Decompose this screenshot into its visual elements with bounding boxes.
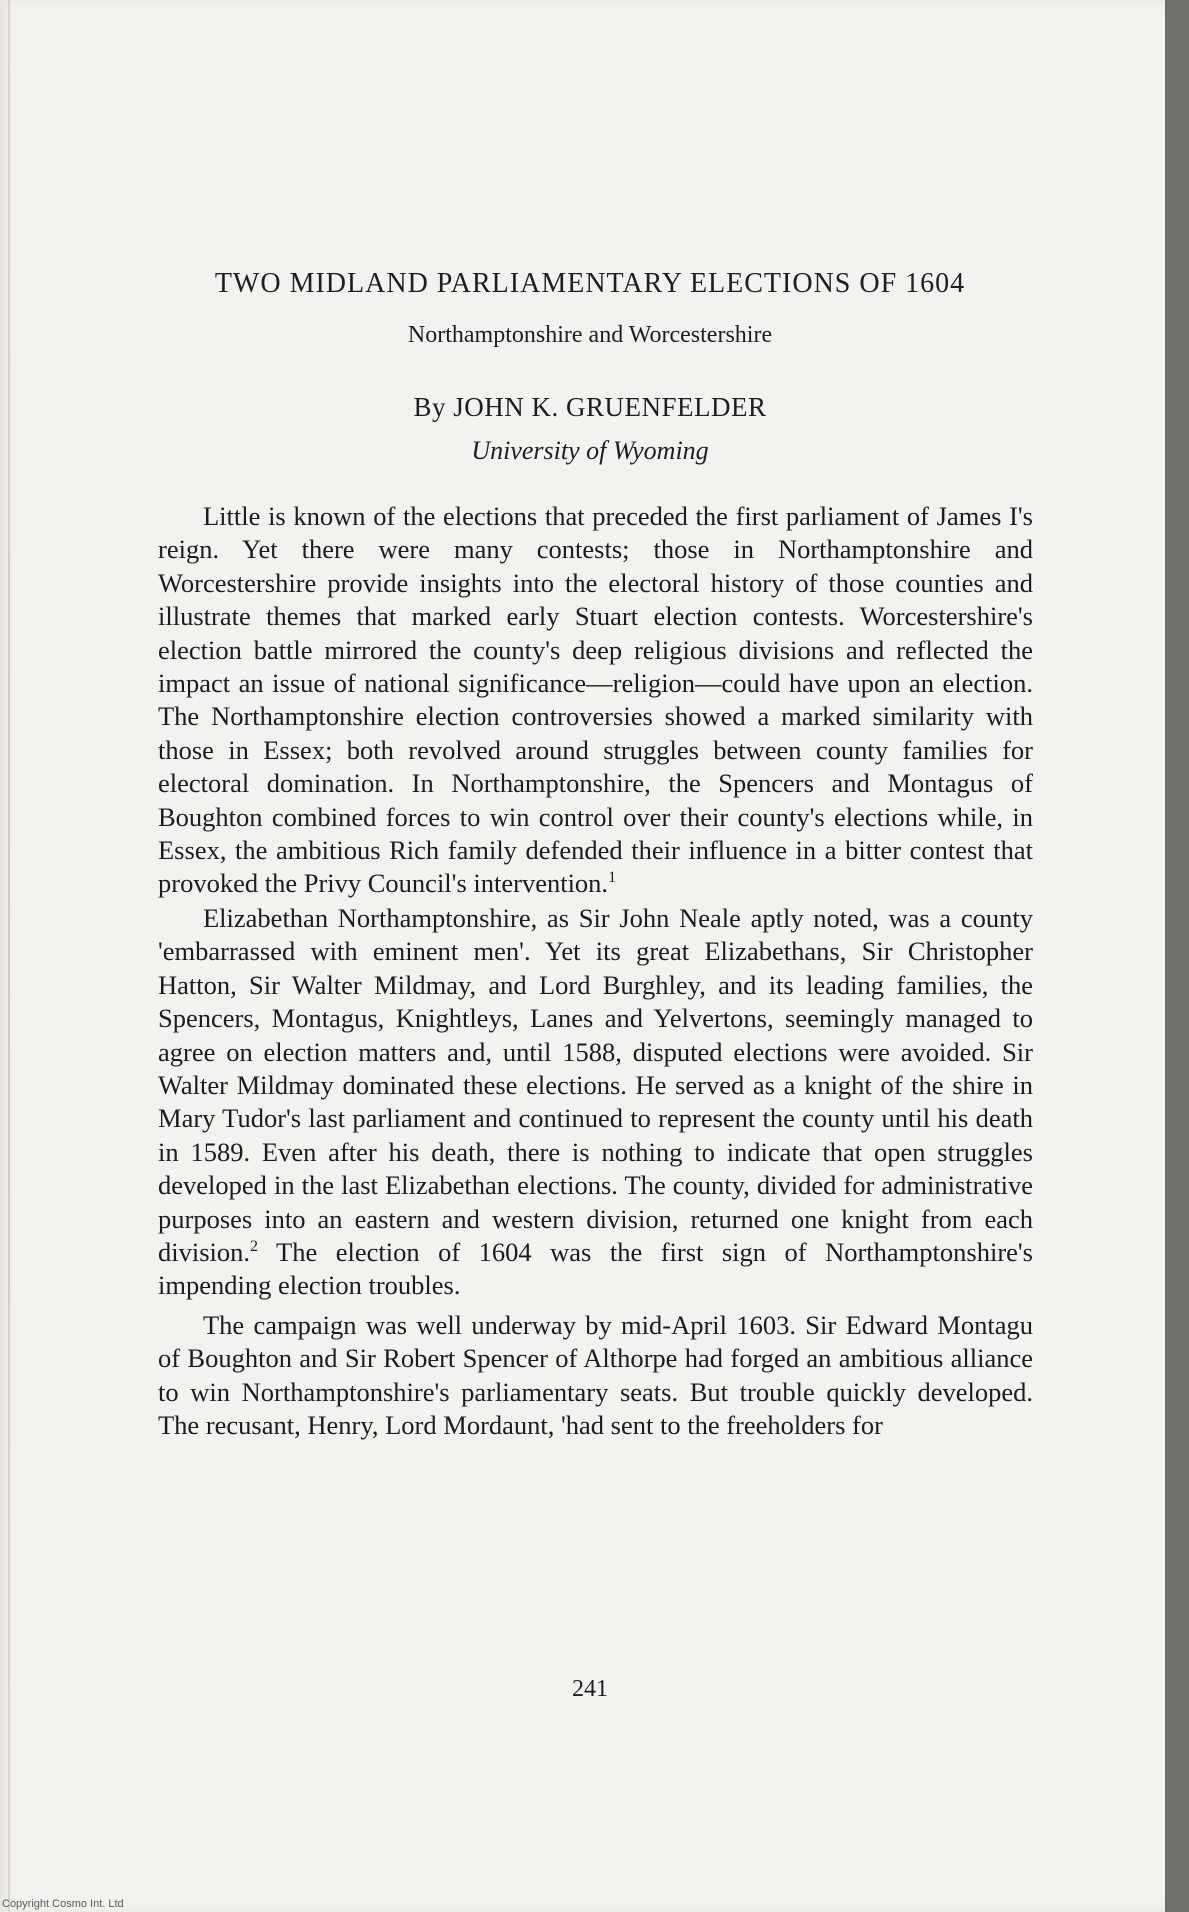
author-affiliation: University of Wyoming bbox=[471, 436, 709, 465]
paragraph-3 bbox=[158, 1309, 1033, 1443]
paragraph-text-continued: The election of 1604 was the first sign of Northamptonshire's impending election troubles. bbox=[158, 1236, 1033, 1301]
page-gutter bbox=[8, 0, 10, 1912]
footnote-marker: 1 bbox=[608, 869, 617, 887]
paragraph-1 bbox=[158, 500, 1033, 901]
article-body bbox=[158, 500, 1033, 1442]
paragraph-2 bbox=[158, 902, 1033, 1303]
footnote-marker: 2 bbox=[250, 1238, 259, 1256]
paragraph-text: Little is known of the elections that preceded the first parliament of James I's reign. Yet there were many contests; those in Northamptonshire and Worcestershire provide insights into the electoral history of those counties and illustrate themes that marked early Stuart election contests. Worcestershire's election battle mirrored the county's deep religious divisions and reflected the impact an issue of national significance—religion—could have upon an election. The Northamptonshire election controversies showed a marked similarity with those in Essex; both revolved around struggles between county families for electoral domination. In Northamptonshire, the Spencers and Montagus of Boughton combined forces to win control over their county's elections while, in Essex, the ambitious Rich family defended their influence in a bitter contest that provoked the Privy Council's intervention. bbox=[158, 501, 1033, 899]
paragraph-text: The campaign was well underway by mid-April 1603. Sir Edward Montagu of Boughton and Sir Robert Spencer of Althorpe had forged an ambitious alliance to win Northamptonshire's parliamentary seats. But trouble quickly developed. The recusant, Henry, Lord Mordaunt, 'had sent to the freeholders for bbox=[158, 1309, 1033, 1440]
page-number: 241 bbox=[572, 1676, 608, 1702]
paragraph-text: Elizabethan Northamptonshire, as Sir John Neale aptly noted, was a county 'embarrassed with eminent men'. Yet its great Elizabethans, Sir Christopher Hatton, Sir Walter Mildmay, and Lord Burghley, and its leading families, the Spencers, Montagus, Knightleys, Lanes and Yelvertons, seemingly managed to agree on election matters and, until 1588, disputed elections were avoided. Sir Walter Mildmay dominated these elections. He served as a knight of the shire in Mary Tudor's last parliament and continued to represent the county until his death in 1589. Even after his death, there is nothing to indicate that open struggles developed in the last Elizabethan elections. The county, divided for administrative purposes into an eastern and western division, returned one knight from each division. bbox=[158, 902, 1033, 1267]
article-subtitle: Northamptonshire and Worcestershire bbox=[407, 322, 773, 348]
copyright-watermark: Copyright Cosmo Int. Ltd bbox=[2, 1898, 124, 1910]
article-title: TWO MIDLAND PARLIAMENTARY ELECTIONS OF 1604 bbox=[214, 268, 966, 299]
author-line: By JOHN K. GRUENFELDER bbox=[413, 392, 767, 422]
